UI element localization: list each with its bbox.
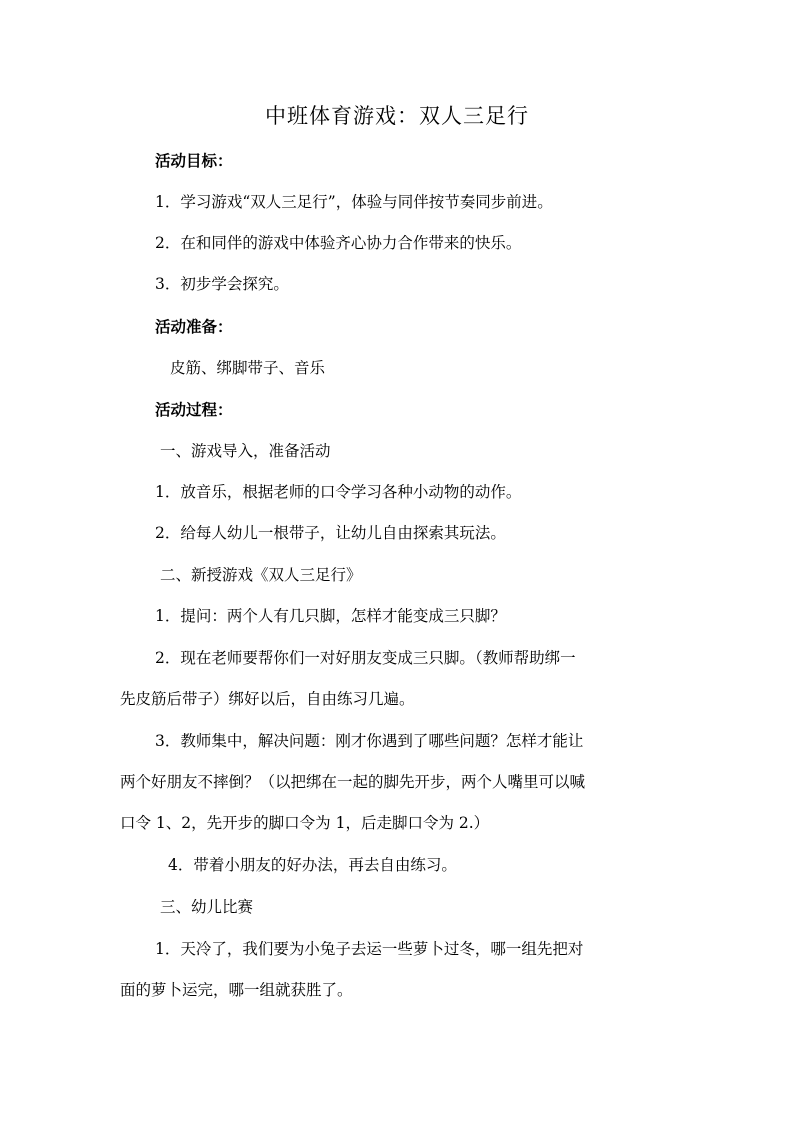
goal-item-2: 2．在和同伴的游戏中体验齐心协力合作带来的快乐。 — [155, 234, 522, 252]
part3-title: 三、幼儿比赛 — [160, 898, 254, 916]
part2-item-3-line-2: 两个好朋友不摔倒？（以把绑在一起的脚先开步，两个人嘴里可以喊 — [120, 773, 586, 791]
goals-heading: 活动目标： — [155, 151, 233, 170]
goal-item-3: 3．初步学会探究。 — [155, 275, 289, 293]
part1-title: 一、游戏导入，准备活动 — [160, 442, 331, 460]
part2-item-4: 4．带着小朋友的好办法，再去自由练习。 — [168, 856, 457, 874]
process-heading: 活动过程： — [155, 400, 233, 419]
part3-item-1-line-2: 面的萝卜运完，哪一组就获胜了。 — [120, 981, 353, 999]
part3-item-1-line-1: 1．天冷了，我们要为小兔子去运一些萝卜过冬，哪一组先把对 — [155, 940, 584, 958]
part2-title: 二、新授游戏《双人三足行》 — [160, 566, 362, 584]
part2-item-3-line-1: 3．教师集中，解决问题：刚才你遇到了哪些问题？怎样才能让 — [155, 732, 584, 750]
part2-item-2-line-2: 先皮筋后带子）绑好以后，自由练习几遍。 — [120, 690, 415, 708]
prep-heading: 活动准备： — [155, 317, 233, 336]
part2-item-3-line-3: 口令 1、2，先开步的脚口令为 1，后走脚口令为 2.） — [120, 814, 490, 832]
part2-item-2-line-1: 2．现在老师要帮你们一对好朋友变成三只脚。（教师帮助绑一 — [155, 649, 576, 667]
prep-text: 皮筋、绑脚带子、音乐 — [170, 359, 326, 377]
part1-item-1: 1．放音乐，根据老师的口令学习各种小动物的动作。 — [155, 483, 522, 501]
document-title: 中班体育游戏：双人三足行 — [265, 104, 529, 128]
part1-item-2: 2．给每人幼儿一根带子，让幼儿自由探索其玩法。 — [155, 524, 506, 542]
part2-item-1: 1．提问：两个人有几只脚，怎样才能变成三只脚？ — [155, 607, 506, 625]
goal-item-1: 1．学习游戏“双人三足行”，体验与同伴按节奏同步前进。 — [155, 193, 553, 211]
